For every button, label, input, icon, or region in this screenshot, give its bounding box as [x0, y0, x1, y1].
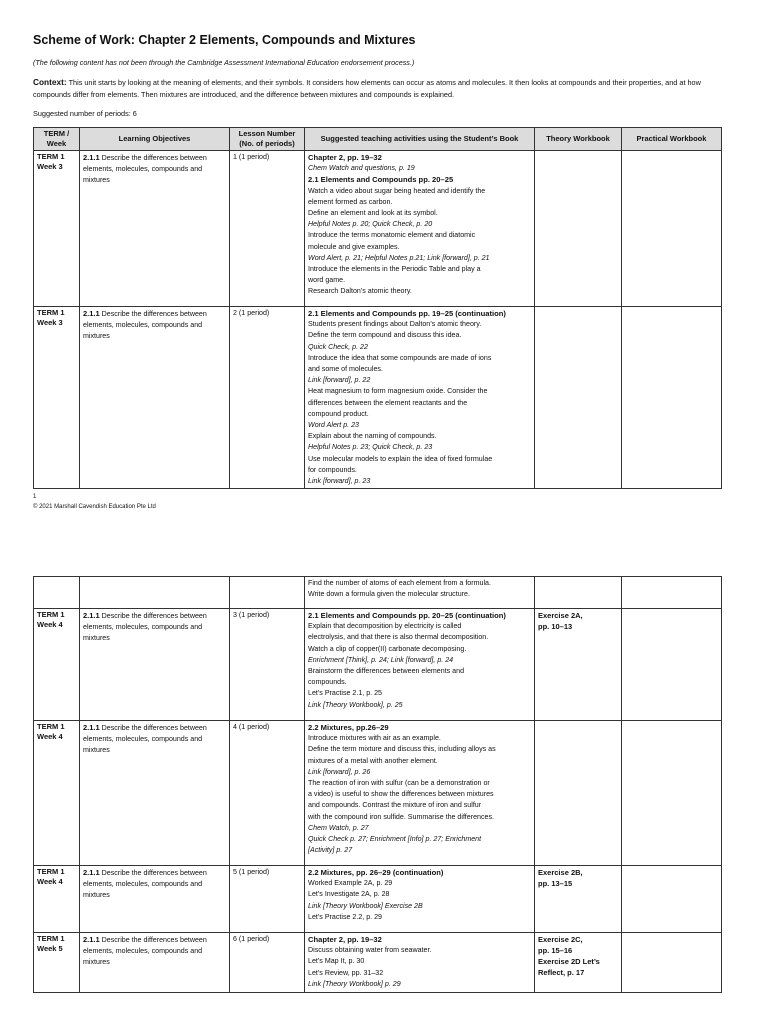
section-heading: 2.1 Elements and Compounds pp. 20–25 (continuation) [308, 611, 506, 620]
activity-line: for compounds. [308, 465, 357, 474]
objective-code: 2.1.1 [83, 868, 100, 877]
teaching-activities-cell [305, 721, 535, 866]
learning-objective-cell [80, 151, 230, 307]
theory-workbook-cell [535, 151, 622, 307]
week-label: Week 4 [37, 732, 63, 742]
learning-objective-cell [80, 933, 230, 993]
term-week-cell [34, 866, 80, 933]
practical-workbook-cell [622, 151, 722, 307]
activity-line: Discuss obtaining water from seawater. [308, 946, 432, 955]
activity-line: Use molecular models to explain the idea of fixed formulae [308, 454, 493, 463]
table-row [34, 577, 722, 609]
learning-objective-cell [80, 609, 230, 721]
theory-workbook-cell: Exercise 2B, pp. 13–15 [535, 866, 622, 933]
objective-text: Describe the differences between elements, molecules, compounds and mixtures [83, 869, 207, 900]
lesson-number-cell: 3 (1 period) [230, 609, 305, 721]
context-text: This unit starts by looking at the meaning of elements, and their symbols. It considers how elements can occur as atoms and molecules. It then looks at compounds and their properties, and at how compounds differ from elements. Then mixtures are introduced, and the difference between mixtures and compounds is explained. [33, 78, 701, 99]
term-week-cell [34, 577, 80, 609]
activity-line: Introduce mixtures with air as an example. [308, 734, 441, 743]
teaching-activities-cell [305, 307, 535, 489]
lesson-number-cell: 6 (1 period) [230, 933, 305, 993]
objective-text: Describe the differences between elements, molecules, compounds and mixtures [83, 612, 207, 643]
lesson-number-cell: 5 (1 period) [230, 866, 305, 933]
activity-line: Define the term mixture and discuss this, including alloys as [308, 745, 496, 754]
objective-text: Describe the differences between elements, molecules, compounds and mixtures [83, 936, 207, 967]
activity-line: Introduce the idea that some compounds are made of ions [308, 353, 492, 362]
activity-line: Write down a formula given the molecular structure. [308, 590, 470, 599]
header-term-week: TERM / Week [34, 128, 80, 151]
reference-note: [Activity] p. 27 [308, 846, 353, 855]
reference-note: Link [Theory Workbook] Exercise 2B [308, 901, 423, 910]
teaching-activities-cell [305, 866, 535, 933]
reference-note: Link [forward], p. 23 [308, 477, 371, 486]
activity-line: element formed as carbon. [308, 197, 393, 206]
theory-workbook-cell: Exercise 2C, pp. 15–16 Exercise 2D Let’s Reflect, p. 17 [535, 933, 622, 993]
table-row [34, 151, 722, 307]
reference-note: Word Alert, p. 21; Helpful Notes p.21; Link [forward], p. 21 [308, 253, 490, 262]
table-row [34, 609, 722, 721]
reference-note: Link [forward], p. 26 [308, 767, 371, 776]
activity-line: Introduce the terms monatomic element and diatomic [308, 231, 476, 240]
reference-note: Quick Check p. 27; Enrichment [Info] p. 27; Enrichment [308, 835, 482, 844]
activity-line: Watch a video about sugar being heated and identify the [308, 186, 486, 195]
week-label: Week 4 [37, 877, 63, 887]
suggested-periods: Suggested number of periods: 6 [33, 109, 137, 118]
week-label: Week 5 [37, 944, 63, 954]
header-lesson-number: Lesson Number (No. of periods) [230, 128, 305, 151]
section-heading: 2.1 Elements and Compounds pp. 19–25 (continuation) [308, 309, 506, 318]
section-heading: Chapter 2, pp. 19–32 [308, 153, 382, 162]
activity-line: Heat magnesium to form magnesium oxide. Consider the [308, 387, 488, 396]
activity-line: with the compound iron sulfide. Summarise the differences. [308, 812, 494, 821]
week-label: Week 3 [37, 318, 63, 328]
practical-workbook-cell [622, 721, 722, 866]
activity-line: Let’s Investigate 2A, p. 28 [308, 890, 390, 899]
activity-line: mixtures of a metal with another element. [308, 756, 438, 765]
activity-line: Find the number of atoms of each element from a formula. [308, 579, 491, 587]
activity-line: Let’s Review, pp. 31–32 [308, 968, 384, 977]
practical-workbook-cell [622, 609, 722, 721]
page-number: 1 [33, 494, 37, 500]
lesson-number-cell: 2 (1 period) [230, 307, 305, 489]
term-week-cell [34, 721, 80, 866]
table-row [34, 933, 722, 993]
activity-line: molecule and give examples. [308, 242, 400, 251]
table-row [34, 307, 722, 489]
theory-workbook-cell [535, 307, 622, 489]
theory-workbook-cell [535, 577, 622, 609]
objective-code: 2.1.1 [83, 935, 100, 944]
reference-note: Word Alert p. 23 [308, 421, 359, 430]
week-label: Week 4 [37, 620, 63, 630]
page-footer [33, 492, 156, 512]
activity-line: Worked Example 2A, p. 29 [308, 879, 393, 888]
reference-note: Chem Watch, p. 27 [308, 823, 369, 832]
reference-note: Link [forward], p. 22 [308, 376, 371, 385]
activity-line: The reaction of iron with sulfur (can be a demonstration or [308, 779, 490, 788]
activity-line: Introduce the elements in the Periodic Table and play a [308, 265, 481, 274]
scheme-table-page1 [33, 127, 722, 489]
activity-line: Research Dalton’s atomic theory. [308, 287, 412, 296]
teaching-activities-cell [305, 577, 535, 609]
section-heading: 2.2 Mixtures, pp.26–29 [308, 723, 389, 732]
header-learning-objectives: Learning Objectives [80, 128, 230, 151]
lesson-number-cell: 4 (1 period) [230, 721, 305, 866]
activity-line: Explain that decomposition by electricity is called [308, 622, 462, 631]
activity-line: Define the term compound and discuss this idea. [308, 331, 462, 340]
objective-code: 2.1.1 [83, 153, 100, 162]
term-label: TERM 1 [37, 610, 65, 619]
endorsement-note: (The following content has not been through the Cambridge Assessment International Education endorsement process.) [33, 58, 415, 67]
reference-note: Enrichment [Think], p. 24; Link [forward], p. 24 [308, 655, 454, 664]
activity-line: electrolysis, and that there is also thermal decomposition. [308, 633, 489, 642]
learning-objective-cell [80, 307, 230, 489]
activity-line: compound product. [308, 409, 369, 418]
activity-line: Explain about the naming of compounds. [308, 432, 437, 441]
activity-line: Let’s Practise 2.1, p. 25 [308, 689, 383, 698]
copyright: © 2021 Marshall Cavendish Education Pte Ltd [33, 504, 156, 510]
term-week-cell [34, 933, 80, 993]
practical-workbook-cell [622, 577, 722, 609]
document-title: Scheme of Work: Chapter 2 Elements, Compounds and Mixtures [33, 33, 416, 47]
lesson-number-cell [230, 577, 305, 609]
activity-line: and compounds. Contrast the mixture of iron and sulfur [308, 801, 482, 810]
learning-objective-cell [80, 721, 230, 866]
reference-note: Link [Theory Workbook], p. 25 [308, 700, 403, 709]
section-heading: 2.2 Mixtures, pp. 26–29 (continuation) [308, 868, 444, 877]
header-teaching-activities: Suggested teaching activities using the Student’s Book [305, 128, 535, 151]
learning-objective-cell [80, 866, 230, 933]
context-label: Context: [33, 77, 67, 87]
activity-line: word game. [308, 276, 346, 285]
activity-line: a video) is useful to show the differences between mixtures [308, 790, 494, 799]
section-heading: 2.1 Elements and Compounds pp. 20–25 [308, 175, 454, 185]
lesson-number-cell: 1 (1 period) [230, 151, 305, 307]
theory-workbook-cell: Exercise 2A, pp. 10–13 [535, 609, 622, 721]
activity-line: Let’s Map It, p. 30 [308, 957, 365, 966]
context-paragraph [33, 77, 738, 100]
reference-note: Helpful Notes p. 20; Quick Check, p. 20 [308, 220, 433, 229]
reference-note: Quick Check, p. 22 [308, 342, 368, 351]
activity-line: differences between the element reactants and the [308, 398, 468, 407]
activity-line: Watch a clip of copper(II) carbonate decomposing. [308, 644, 467, 653]
header-practical-workbook: Practical Workbook [622, 128, 722, 151]
scheme-table-page2 [33, 576, 722, 993]
objective-code: 2.1.1 [83, 611, 100, 620]
term-label: TERM 1 [37, 152, 65, 161]
activity-line: compounds. [308, 678, 347, 687]
table-row [34, 721, 722, 866]
table-row [34, 866, 722, 933]
activity-line: and some of molecules. [308, 365, 383, 374]
teaching-activities-cell [305, 609, 535, 721]
objective-code: 2.1.1 [83, 723, 100, 732]
term-label: TERM 1 [37, 722, 65, 731]
learning-objective-cell [80, 577, 230, 609]
reference-note: Helpful Notes p. 23; Quick Check, p. 23 [308, 443, 433, 452]
theory-workbook-cell [535, 721, 622, 866]
teaching-activities-cell [305, 933, 535, 993]
objective-text: Describe the differences between elements, molecules, compounds and mixtures [83, 310, 207, 341]
term-week-cell [34, 151, 80, 307]
header-theory-workbook: Theory Workbook [535, 128, 622, 151]
practical-workbook-cell [622, 866, 722, 933]
practical-workbook-cell [622, 307, 722, 489]
section-heading: Chapter 2, pp. 19–32 [308, 935, 382, 944]
reference-note: Link [Theory Workbook] p. 29 [308, 979, 401, 988]
reference-note: Chem Watch and questions, p. 19 [308, 164, 415, 173]
activity-line: Students present findings about Dalton’s atomic theory. [308, 320, 482, 329]
activity-line: Brainstorm the differences between elements and [308, 667, 465, 676]
term-label: TERM 1 [37, 308, 65, 317]
objective-code: 2.1.1 [83, 309, 100, 318]
term-week-cell [34, 609, 80, 721]
term-label: TERM 1 [37, 867, 65, 876]
activity-line: Define an element and look at its symbol. [308, 209, 438, 218]
objective-text: Describe the differences between elements, molecules, compounds and mixtures [83, 724, 207, 755]
term-week-cell [34, 307, 80, 489]
term-label: TERM 1 [37, 934, 65, 943]
week-label: Week 3 [37, 162, 63, 172]
practical-workbook-cell [622, 933, 722, 993]
activity-line: Let’s Practise 2.2, p. 29 [308, 912, 383, 921]
table-header-row [34, 128, 722, 151]
teaching-activities-cell [305, 151, 535, 307]
objective-text: Describe the differences between elements, molecules, compounds and mixtures [83, 154, 207, 185]
